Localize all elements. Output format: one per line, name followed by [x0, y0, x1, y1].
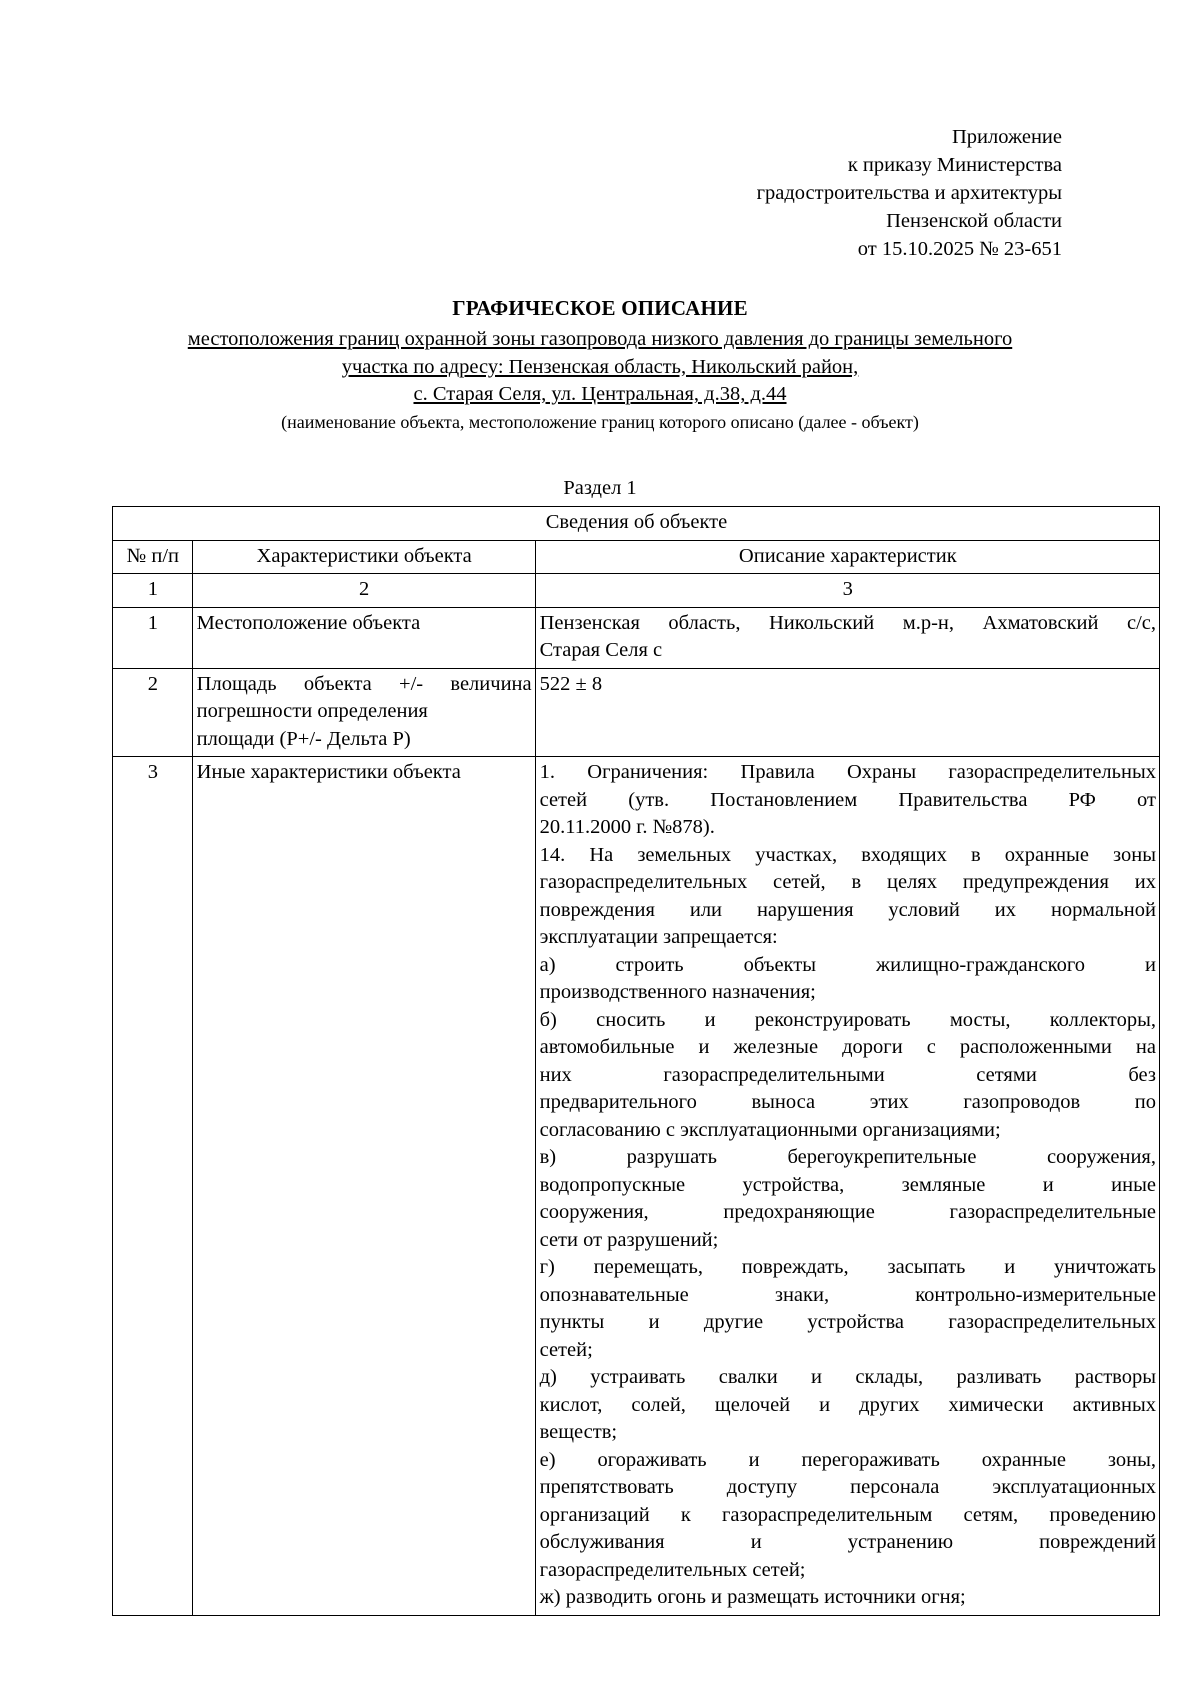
description-line: повреждения или нарушения условий их нормальной [539, 898, 1156, 921]
object-description [0, 326, 1200, 409]
description-line: производственного назначения; [539, 981, 816, 1003]
description-line: них газораспределительными сетями без [539, 1063, 1156, 1086]
description-line: Пензенская область, Никольский м.р-н, Ахматовский с/с, [539, 611, 1156, 634]
description-line: в) разрушать берегоукрепительные сооружения, [539, 1146, 1156, 1168]
object-note: (наименование объекта, местоположение границ которого описано (далее - объект) [281, 412, 919, 432]
description-line: ж) разводить огонь и размещать источники огня; [539, 1586, 966, 1608]
row-characteristic: Иные характеристики объекта [192, 757, 535, 1616]
description-line: б) сносить и реконструировать мосты, коллекторы, [539, 1008, 1156, 1031]
table-title: Сведения об объекте [113, 507, 1160, 541]
table-row [113, 607, 1160, 668]
characteristic-line: площади (Р+/- Дельта Р) [196, 727, 411, 750]
row-number: 1 [113, 607, 193, 668]
column-number: 2 [192, 574, 535, 608]
object-description-line: с. Старая Селя, ул. Центральная, д.38, д.44 [413, 383, 787, 405]
description-line: препятствовать доступу персонала эксплуатационных [539, 1476, 1156, 1498]
column-numbers-row [113, 574, 1160, 608]
description-line: 1. Ограничения: Правила Охраны газораспределительных [539, 761, 1156, 783]
description-line: Старая Селя с [539, 639, 663, 661]
table-row [113, 668, 1160, 757]
characteristic-line: погрешности определения [196, 700, 428, 722]
column-number: 1 [113, 574, 193, 608]
description-line: 14. На земельных участках, входящих в охранные зоны [539, 843, 1156, 866]
description-line: эксплуатации запрещается: [539, 926, 778, 948]
appendix-line: Приложение [951, 126, 1062, 148]
description-line: автомобильные и железные дороги с расположенными на [539, 1036, 1156, 1058]
description-line: водопропускные устройства, земляные и иные [539, 1173, 1156, 1196]
description-line: г) перемещать, повреждать, засыпать и уничтожать [539, 1256, 1156, 1278]
row-description [535, 607, 1159, 668]
description-line: опознавательные знаки, контрольно-измерительные [539, 1283, 1156, 1306]
appendix-line: от 15.10.2025 № 23-651 [857, 238, 1062, 260]
description-line: пункты и другие устройства газораспределительных [539, 1311, 1156, 1333]
description-line: сетей (утв. Постановлением Правительства РФ от [539, 788, 1156, 811]
column-number: 3 [535, 574, 1159, 608]
description-line: обслуживания и устранению повреждений [539, 1531, 1156, 1553]
table-header-row [113, 540, 1160, 574]
header-number: № п/п [113, 540, 193, 574]
object-description-line: участка по адресу: Пензенская область, Никольский район, [341, 355, 859, 378]
description-line: газораспределительных сетей; [539, 1558, 806, 1581]
description-line: веществ; [539, 1421, 618, 1443]
table-title-row [113, 507, 1160, 541]
description-line: кислот, солей, щелочей и других химически активных [539, 1393, 1156, 1416]
appendix-block [757, 123, 1062, 263]
row-number: 2 [113, 668, 193, 757]
description-line: сетей; [539, 1338, 593, 1361]
appendix-line: Пензенской области [886, 210, 1062, 232]
object-info-table [112, 506, 1160, 1616]
description-line: сети от разрушений; [539, 1228, 719, 1251]
description-line: е) огораживать и перегораживать охранные зоны, [539, 1448, 1156, 1471]
document-heading: ГРАФИЧЕСКОЕ ОПИСАНИЕ [452, 296, 748, 320]
appendix-line: градостроительства и архитектуры [756, 182, 1062, 204]
table-row [113, 757, 1160, 1616]
row-number: 3 [113, 757, 193, 1616]
description-line: газораспределительных сетей, в целях предупреждения их [539, 871, 1156, 893]
object-description-line: местоположения границ охранной зоны газопровода низкого давления до границы земельного [187, 328, 1013, 350]
row-characteristic: Местоположение объекта [192, 607, 535, 668]
description-line: а) строить объекты жилищно-гражданского и [539, 953, 1156, 976]
row-description [535, 757, 1159, 1616]
appendix-line: к приказу Министерства [847, 154, 1062, 176]
description-line: предварительного выноса этих газопроводов по [539, 1091, 1156, 1113]
header-description: Описание характеристик [535, 540, 1159, 574]
header-characteristics: Характеристики объекта [192, 540, 535, 574]
description-line: сооружения, предохраняющие газораспределительные [539, 1201, 1156, 1223]
section-label: Раздел 1 [563, 477, 637, 499]
row-description: 522 ± 8 [535, 668, 1159, 757]
description-line: 20.11.2000 г. №878). [539, 816, 715, 838]
characteristic-line: Площадь объекта +/- величина [196, 672, 532, 695]
row-characteristic [192, 668, 535, 757]
description-line: согласованию с эксплуатационными организациями; [539, 1118, 1001, 1141]
description-line: организаций к газораспределительным сетям, проведению [539, 1503, 1156, 1526]
description-line: д) устраивать свалки и склады, разливать растворы [539, 1366, 1156, 1388]
